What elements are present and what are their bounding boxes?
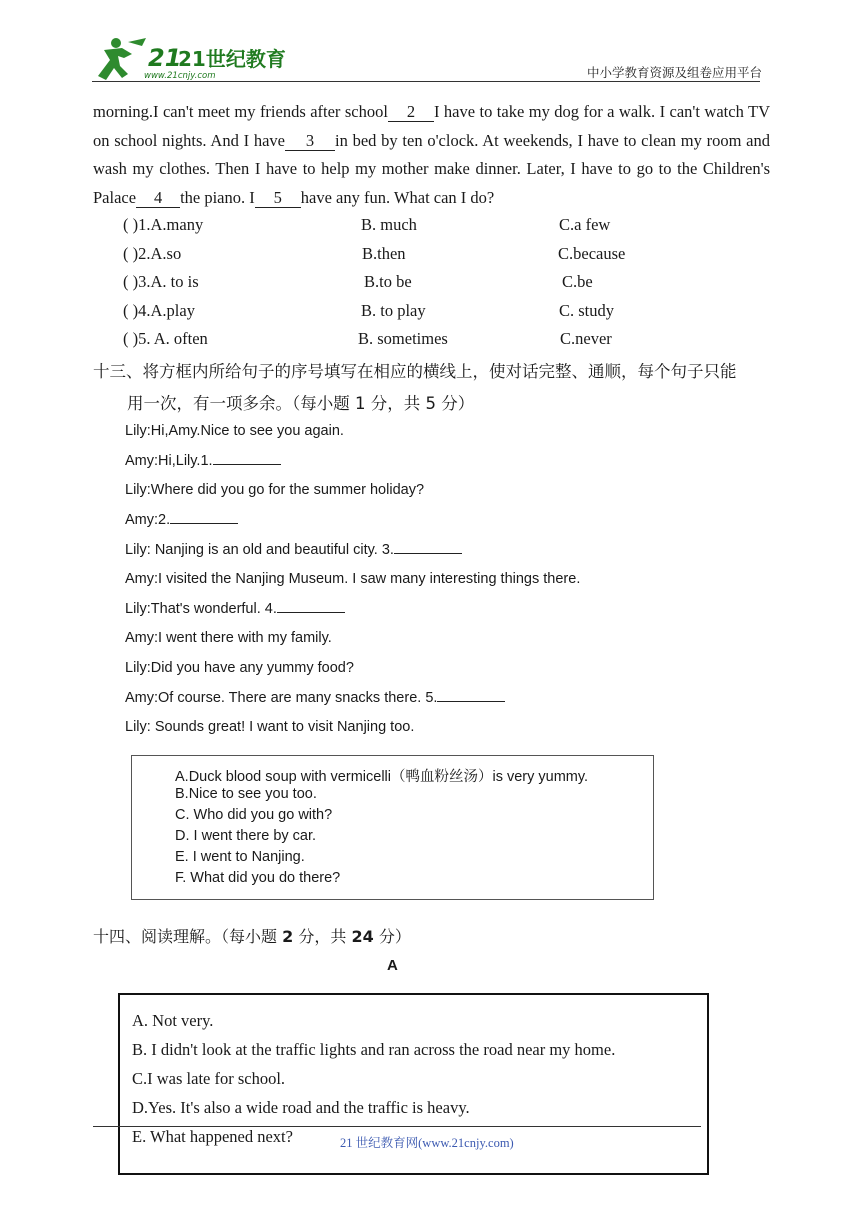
option-a: ( )2.A.so bbox=[123, 244, 182, 263]
dialogue-line bbox=[125, 660, 354, 676]
option-row-5 bbox=[123, 325, 683, 353]
option-b: B.then bbox=[362, 244, 406, 263]
section-14-heading bbox=[93, 924, 411, 947]
sentence-option: D. I went there by car. bbox=[175, 828, 317, 844]
passage-segment: in bed by ten o'clock. At weekends, I have to clean my room and wash my clothes. Then I have to help my mother make dinner. Later, I have to go to the Children's Palace bbox=[93, 130, 770, 207]
dialogue-line bbox=[125, 482, 424, 498]
blank-3: 3 bbox=[285, 132, 335, 151]
dialogue-line bbox=[125, 630, 332, 646]
sentence-option: A.Duck blood soup with vermicelli（鸭血粉丝汤）is very yummy. bbox=[175, 769, 589, 785]
footer-text: 21 世纪教育网(www.21cnjy.com) bbox=[340, 1136, 514, 1150]
option-c: C.never bbox=[560, 329, 612, 348]
runner-icon bbox=[98, 38, 146, 80]
option-c: C.a few bbox=[559, 215, 611, 234]
option-b: B. much bbox=[361, 215, 417, 234]
answer-blank[interactable] bbox=[213, 452, 281, 465]
section-14-text: 十四、阅读理解。（每小题 bbox=[93, 927, 278, 946]
dialogue-line bbox=[125, 571, 580, 587]
logo-url: www.21cnjy.com bbox=[144, 71, 216, 81]
passage-segment: I have to take my dog for a walk. I can't watch TV on school nights. And I have bbox=[93, 102, 770, 150]
dialogue-text: Lily: Sounds great! I want to visit Nanjing too. bbox=[125, 719, 415, 735]
section-13-line: 用一次，有一项多余。（每小题 1 分，共 5 分） bbox=[127, 394, 475, 413]
dialogue-line bbox=[125, 541, 462, 558]
answer-blank[interactable] bbox=[277, 600, 345, 613]
blank-5: 5 bbox=[255, 189, 301, 208]
option-a: ( )4.A.play bbox=[123, 301, 195, 320]
dialogue-line bbox=[125, 689, 505, 706]
reading-option: E. What happened next? bbox=[132, 1127, 293, 1146]
passage-text bbox=[93, 98, 770, 212]
dialogue-text: Lily:Where did you go for the summer holiday? bbox=[125, 482, 425, 498]
option-a: ( )5. A. often bbox=[123, 329, 208, 348]
option-row-4 bbox=[123, 297, 683, 325]
blank-4: 4 bbox=[136, 189, 180, 208]
option-b: B. sometimes bbox=[358, 329, 448, 348]
reading-option: D.Yes. It's also a wide road and the traffic is heavy. bbox=[132, 1098, 470, 1117]
header-platform-name: 中小学教育资源及组卷应用平台 bbox=[586, 65, 762, 80]
answer-blank[interactable] bbox=[170, 511, 238, 524]
dialogue-text: Amy:I visited the Nanjing Museum. I saw many interesting things there. bbox=[125, 571, 581, 587]
sentence-options-box bbox=[131, 755, 654, 900]
option-b: B. to play bbox=[361, 301, 426, 320]
option-c: C. study bbox=[559, 301, 615, 320]
option-row-2 bbox=[123, 240, 683, 268]
section-14-text: 分，共 bbox=[298, 927, 347, 946]
passage-segment: have any fun. What can I do? bbox=[300, 187, 495, 207]
answer-blank[interactable] bbox=[394, 541, 462, 554]
answer-blank[interactable] bbox=[437, 689, 505, 702]
blank-2: 2 bbox=[388, 103, 434, 122]
header-divider bbox=[92, 81, 760, 82]
option-a: ( )1.A.many bbox=[123, 215, 204, 234]
dialogue-line bbox=[125, 452, 281, 469]
dialogue-text: Lily:Did you have any yummy food? bbox=[125, 660, 354, 676]
option-a: ( )3.A. to is bbox=[123, 272, 199, 291]
reading-option: B. I didn't look at the traffic lights and ran across the road near my home. bbox=[132, 1040, 616, 1059]
passage-segment: morning.I can't meet my friends after school bbox=[93, 102, 388, 121]
dialogue-line bbox=[125, 600, 345, 617]
site-logo bbox=[88, 36, 286, 84]
option-row-1 bbox=[123, 211, 683, 239]
dialogue-text: Lily:That's wonderful. 4. bbox=[125, 601, 277, 617]
footer-divider bbox=[93, 1126, 701, 1127]
section-13-line: 十三、将方框内所给句子的序号填写在相应的横线上，使对话完整、通顺，每个句子只能 bbox=[93, 362, 737, 381]
dialogue-text: Lily:Hi,Amy.Nice to see you again. bbox=[125, 423, 344, 439]
dialogue-text: Amy:Of course. There are many snacks there. 5. bbox=[125, 690, 438, 706]
logo-text: 21世纪教育 bbox=[178, 47, 286, 71]
option-b: B.to be bbox=[364, 272, 412, 291]
sentence-option: C. Who did you go with? bbox=[175, 807, 333, 823]
reading-option: A. Not very. bbox=[132, 1011, 214, 1030]
dialogue-line bbox=[125, 719, 414, 735]
dialogue-text: Amy:2. bbox=[125, 512, 171, 528]
dialogue-text: Lily: Nanjing is an old and beautiful city. 3. bbox=[125, 542, 394, 558]
option-row-3 bbox=[123, 268, 683, 296]
reading-option: C.I was late for school. bbox=[132, 1069, 286, 1088]
dialogue-line bbox=[125, 511, 238, 528]
part-label: A bbox=[387, 957, 398, 974]
points-total: 24 bbox=[351, 927, 374, 946]
passage-segment: the piano. I bbox=[180, 187, 255, 207]
option-c: C.because bbox=[558, 244, 626, 263]
sentence-option: B.Nice to see you too. bbox=[175, 786, 317, 802]
dialogue-text: Amy:I went there with my family. bbox=[125, 630, 332, 646]
svg-text:21: 21 bbox=[148, 44, 182, 72]
section-14-text: 分） bbox=[378, 927, 411, 946]
sentence-option: E. I went to Nanjing. bbox=[175, 849, 305, 865]
points-each: 2 bbox=[282, 927, 294, 946]
option-c: C.be bbox=[562, 272, 593, 291]
section-13-heading bbox=[93, 356, 773, 420]
dialogue-line bbox=[125, 423, 344, 439]
sentence-option: F. What did you do there? bbox=[175, 870, 341, 886]
dialogue-text: Amy:Hi,Lily.1. bbox=[125, 453, 213, 469]
